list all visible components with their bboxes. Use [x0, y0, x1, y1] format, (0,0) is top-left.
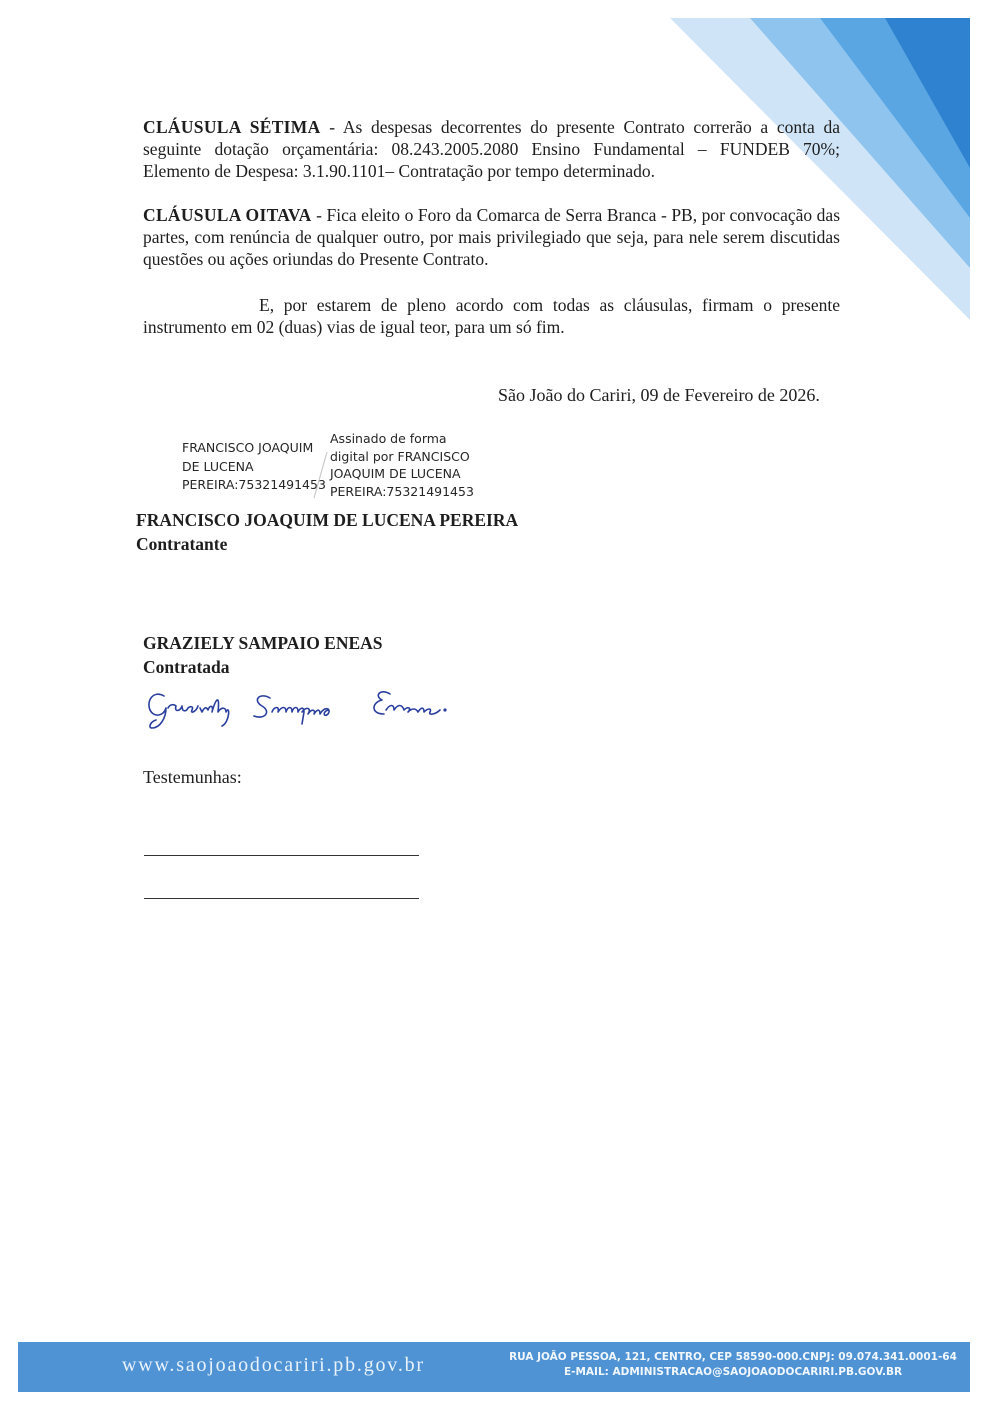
contratada-name: GRAZIELY SAMPAIO ENEAS — [143, 633, 383, 653]
digital-signature-detail-line: JOAQUIM DE LUCENA — [330, 466, 461, 481]
clause-oitava — [143, 204, 840, 270]
closing-paragraph — [143, 294, 840, 338]
footer-website: www.saojoaodocariri.pb.gov.br — [122, 1354, 425, 1376]
clause-oitava-heading: CLÁUSULA OITAVA — [143, 205, 312, 225]
contratante-name: FRANCISCO JOAQUIM DE LUCENA PEREIRA — [136, 510, 519, 530]
contratante-block — [136, 508, 518, 556]
contratada-role: Contratada — [143, 657, 230, 677]
digital-signature-signer-line: DE LUCENA — [182, 458, 254, 474]
footer-address-line: RUA JOÃO PESSOA, 121, CENTRO, CEP 58590-000.CNPJ: 09.074.341.0001-64 — [509, 1351, 957, 1363]
witnesses-label: Testemunhas: — [143, 767, 242, 787]
contratante-role: Contratante — [136, 534, 228, 554]
closing-text: E, por estarem de pleno acordo com todas as cláusulas, firmam o presente instrumento em 02 (duas) vias de igual teor, para um só fim. — [143, 295, 840, 337]
clause-setima-heading: CLÁUSULA SÉTIMA — [143, 117, 321, 137]
digital-signature-detail-line: Assinado de forma — [330, 431, 447, 446]
clause-oitava-text: - Fica eleito o Foro da Comarca de Serra Branca - PB, por convocação das partes, com renúncia de qualquer outro, por mais privilegiado que seja, para nele serem discutidas questões ou ações oriundas do Presente Contrato. — [143, 205, 840, 269]
city-date: São João do Cariri, 09 de Fevereiro de 2026. — [498, 385, 820, 405]
witness-signature-line — [144, 855, 419, 856]
footer-banner — [18, 1342, 970, 1392]
footer-email-line: E-MAIL: ADMINISTRACAO@SAOJOAODOCARIRI.PB.GOV.BR — [563, 1366, 903, 1378]
digital-signature-detail-line: digital por FRANCISCO — [330, 448, 470, 464]
digital-signature-mark — [310, 450, 330, 500]
clause-setima-text: - As despesas decorrentes do presente Contrato correrão a conta da seguinte dotação orçamentária: 08.243.2005.2080 Ensino Fundamental – FUNDEB 70%; Elemento de Despesa: 3.1.90.1101– Contratação por tempo determinado. — [143, 117, 840, 181]
contratada-block — [143, 631, 383, 679]
footer-address — [498, 1350, 968, 1380]
digital-signature-signer — [182, 439, 330, 495]
digital-signature-signer-line: FRANCISCO JOAQUIM — [182, 440, 314, 455]
digital-signature-signer-line: PEREIRA:75321491453 — [182, 477, 326, 492]
digital-signature-block — [182, 430, 502, 505]
witness-signature-line — [144, 898, 419, 899]
digital-signature-detail — [330, 430, 505, 500]
digital-signature-detail-line: PEREIRA:75321491453 — [330, 483, 474, 499]
handwritten-signature — [142, 678, 462, 738]
clause-setima — [143, 116, 840, 182]
